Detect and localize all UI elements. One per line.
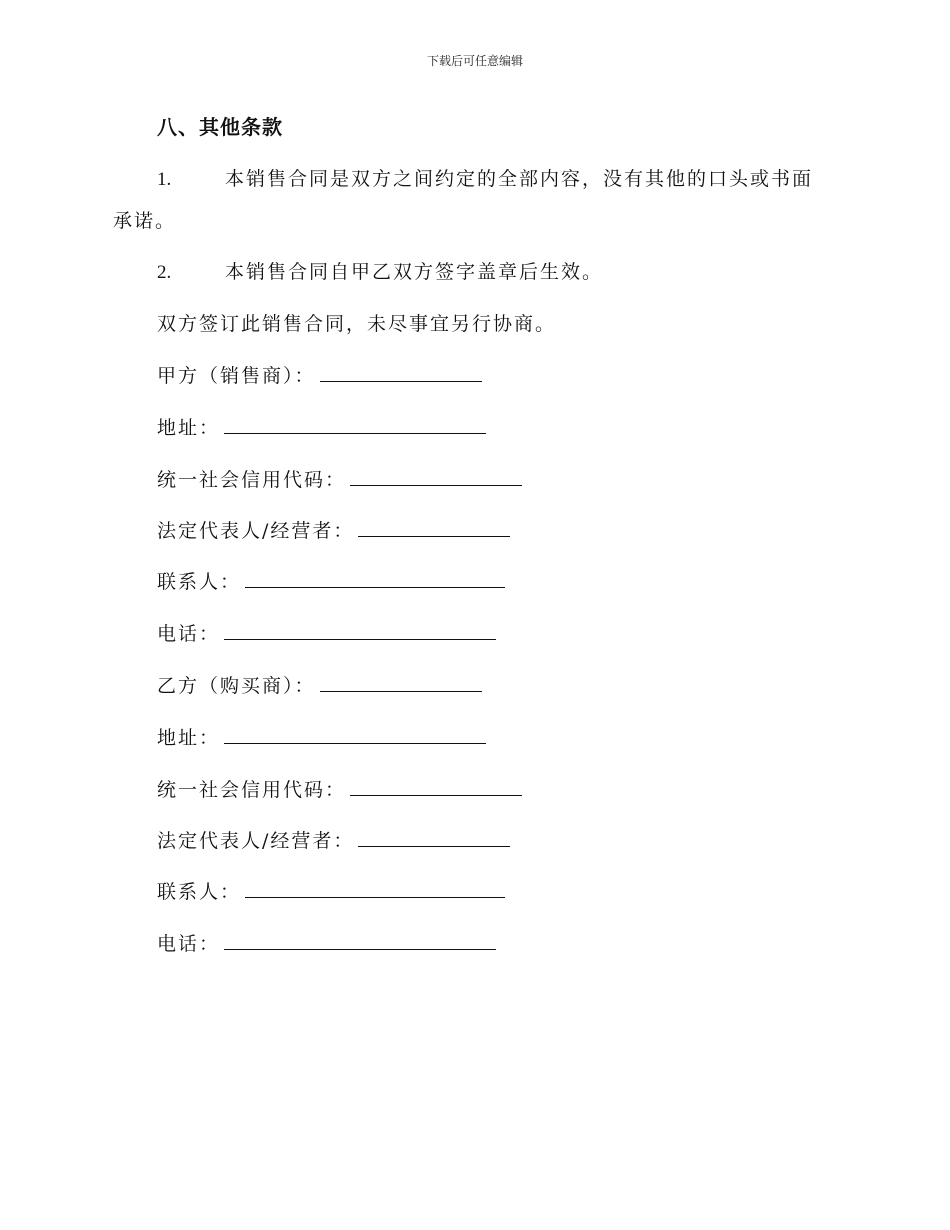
clause-2-number: 2. (157, 262, 172, 283)
clause-2 (157, 251, 603, 294)
party-a-name-label: 甲方（销售商）： (157, 365, 316, 387)
clause-1-text-line1: 本销售合同是双方之间约定的全部内容，没有其他的口头或书面 (225, 168, 814, 190)
clause-2-text: 本销售合同自甲乙双方签字盖章后生效。 (225, 261, 604, 283)
party-a-contact-blank[interactable] (245, 567, 505, 588)
section-title: 八、其他条款 (157, 115, 283, 139)
party-a-legal-rep-label: 法定代表人/经营者： (157, 520, 355, 542)
party-a-phone-label: 电话： (157, 623, 221, 645)
clause-1-continuation: 承诺。 (113, 210, 177, 232)
party-a-address-label: 地址： (157, 417, 221, 439)
party-b-phone-field (157, 929, 496, 959)
party-a-name-blank[interactable] (320, 361, 482, 382)
party-b-phone-blank[interactable] (224, 929, 496, 950)
clause-1-number: 1. (157, 169, 172, 190)
party-b-name-blank[interactable] (320, 671, 482, 692)
clause-1 (157, 158, 813, 201)
party-b-contact-label: 联系人： (157, 881, 242, 903)
party-b-phone-label: 电话： (157, 933, 221, 955)
page-header-note: 下载后可任意编辑 (426, 54, 523, 68)
party-b-legal-rep-blank[interactable] (358, 826, 510, 847)
party-a-credit-code-label: 统一社会信用代码： (157, 469, 347, 491)
party-b-credit-code-field (157, 775, 522, 805)
party-a-legal-rep-blank[interactable] (358, 516, 510, 537)
party-b-address-field (157, 723, 486, 753)
party-b-name-field (157, 671, 482, 701)
party-a-credit-code-blank[interactable] (350, 465, 522, 486)
party-b-credit-code-blank[interactable] (350, 775, 522, 796)
party-a-name-field (157, 361, 482, 391)
party-a-phone-blank[interactable] (224, 619, 496, 640)
party-a-credit-code-field (157, 465, 522, 495)
party-a-address-blank[interactable] (224, 413, 486, 434)
party-a-phone-field (157, 619, 496, 649)
party-a-legal-rep-field (157, 516, 510, 546)
party-a-contact-field (157, 567, 505, 597)
party-b-address-label: 地址： (157, 727, 221, 749)
party-b-legal-rep-field (157, 826, 510, 856)
party-b-address-blank[interactable] (224, 723, 486, 744)
party-a-contact-label: 联系人： (157, 571, 242, 593)
closing-statement: 双方签订此销售合同，未尽事宜另行协商。 (157, 313, 557, 335)
party-a-address-field (157, 413, 486, 443)
party-b-legal-rep-label: 法定代表人/经营者： (157, 830, 355, 852)
party-b-contact-field (157, 877, 505, 907)
party-b-credit-code-label: 统一社会信用代码： (157, 779, 347, 801)
party-b-contact-blank[interactable] (245, 877, 505, 898)
party-b-name-label: 乙方（购买商）： (157, 675, 316, 697)
